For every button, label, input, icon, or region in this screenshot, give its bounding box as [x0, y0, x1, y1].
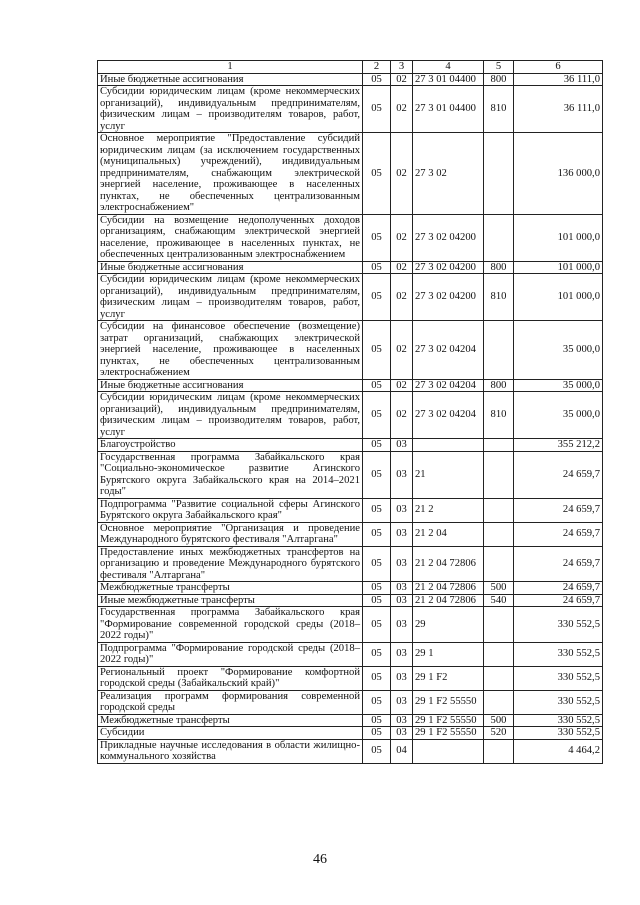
row-name-cell: Прикладные научные исследования в области жилищно-коммунального хозяйства	[98, 739, 363, 763]
table-row	[98, 214, 603, 261]
table-body	[98, 73, 603, 763]
row-target-article-cell: 27 3 01 04400	[413, 73, 484, 86]
row-target-article-cell: 27 3 02 04200	[413, 274, 484, 321]
row-amount-cell: 24 659,7	[514, 546, 603, 582]
row-target-article-cell: 29 1 F2 55550	[413, 690, 484, 714]
row-subsection-cell: 02	[391, 73, 413, 86]
row-expense-type-cell	[484, 546, 514, 582]
table-row	[98, 451, 603, 498]
row-amount-cell: 355 212,2	[514, 439, 603, 452]
row-expense-type-cell: 800	[484, 261, 514, 274]
row-target-article-cell: 27 3 02 04204	[413, 392, 484, 439]
table-row	[98, 392, 603, 439]
row-expense-type-cell	[484, 451, 514, 498]
row-amount-cell: 35 000,0	[514, 379, 603, 392]
row-section-cell: 05	[363, 714, 391, 727]
row-amount-cell: 330 552,5	[514, 666, 603, 690]
row-section-cell: 05	[363, 582, 391, 595]
row-amount-cell: 4 464,2	[514, 739, 603, 763]
row-amount-cell: 136 000,0	[514, 133, 603, 215]
table-row	[98, 261, 603, 274]
row-amount-cell: 101 000,0	[514, 274, 603, 321]
row-expense-type-cell: 810	[484, 86, 514, 133]
row-subsection-cell: 03	[391, 439, 413, 452]
row-subsection-cell: 02	[391, 86, 413, 133]
table-row	[98, 321, 603, 380]
row-subsection-cell: 03	[391, 607, 413, 643]
row-name-cell: Государственная программа Забайкальского края "Формирование современной городской среды (2018–2022 годы)"	[98, 607, 363, 643]
row-expense-type-cell	[484, 607, 514, 643]
header-row	[98, 61, 603, 74]
row-amount-cell: 330 552,5	[514, 690, 603, 714]
row-name-cell: Субсидии на финансовое обеспечение (возмещение) затрат организаций, снабжающих электрической энергией население, проживающее в населенных пунктах, не обеспеченных централизованным электроснабжением	[98, 321, 363, 380]
row-amount-cell: 35 000,0	[514, 392, 603, 439]
row-expense-type-cell	[484, 498, 514, 522]
row-amount-cell: 330 552,5	[514, 607, 603, 643]
row-name-cell: Подпрограмма "Развитие социальной сферы Агинского Бурятского округа Забайкальского края"	[98, 498, 363, 522]
row-target-article-cell: 29 1 F2	[413, 666, 484, 690]
table-row	[98, 739, 603, 763]
row-expense-type-cell: 500	[484, 714, 514, 727]
header-col-3: 3	[391, 61, 413, 74]
header-col-2: 2	[363, 61, 391, 74]
row-name-cell: Предоставление иных межбюджетных трансфертов на организацию и проведение Международного бурятского фестиваля "Алтаргана"	[98, 546, 363, 582]
row-target-article-cell	[413, 439, 484, 452]
row-target-article-cell: 29 1	[413, 642, 484, 666]
row-expense-type-cell	[484, 214, 514, 261]
table-row	[98, 522, 603, 546]
row-section-cell: 05	[363, 439, 391, 452]
row-section-cell: 05	[363, 392, 391, 439]
row-target-article-cell: 21 2 04 72806	[413, 582, 484, 595]
row-subsection-cell: 02	[391, 274, 413, 321]
row-section-cell: 05	[363, 546, 391, 582]
page-number: 46	[313, 852, 327, 867]
row-name-cell: Иные бюджетные ассигнования	[98, 379, 363, 392]
row-target-article-cell: 29 1 F2 55550	[413, 727, 484, 740]
row-section-cell: 05	[363, 522, 391, 546]
row-amount-cell: 24 659,7	[514, 498, 603, 522]
row-target-article-cell: 29	[413, 607, 484, 643]
table-row	[98, 594, 603, 607]
row-name-cell: Государственная программа Забайкальского края "Социально-экономическое развитие Агинского Бурятского округа Забайкальского края на 2014–2021 годы"	[98, 451, 363, 498]
row-name-cell: Иные бюджетные ассигнования	[98, 261, 363, 274]
row-amount-cell: 330 552,5	[514, 727, 603, 740]
row-section-cell: 05	[363, 274, 391, 321]
row-target-article-cell: 27 3 01 04400	[413, 86, 484, 133]
row-name-cell: Региональный проект "Формирование комфортной городской среды (Забайкальский край)"	[98, 666, 363, 690]
row-section-cell: 05	[363, 214, 391, 261]
row-subsection-cell: 03	[391, 546, 413, 582]
row-expense-type-cell	[484, 133, 514, 215]
row-section-cell: 05	[363, 261, 391, 274]
row-amount-cell: 24 659,7	[514, 522, 603, 546]
row-section-cell: 05	[363, 133, 391, 215]
table-row	[98, 133, 603, 215]
row-target-article-cell	[413, 739, 484, 763]
row-subsection-cell: 03	[391, 582, 413, 595]
table-row	[98, 73, 603, 86]
row-amount-cell: 36 111,0	[514, 86, 603, 133]
row-section-cell: 05	[363, 666, 391, 690]
row-subsection-cell: 03	[391, 690, 413, 714]
table-row	[98, 690, 603, 714]
row-section-cell: 05	[363, 321, 391, 380]
row-target-article-cell: 27 3 02	[413, 133, 484, 215]
header-col-1: 1	[98, 61, 363, 74]
row-amount-cell: 24 659,7	[514, 582, 603, 595]
row-subsection-cell: 02	[391, 133, 413, 215]
row-name-cell: Благоустройство	[98, 439, 363, 452]
row-section-cell: 05	[363, 379, 391, 392]
row-expense-type-cell: 810	[484, 392, 514, 439]
row-target-article-cell: 27 3 02 04204	[413, 321, 484, 380]
row-target-article-cell: 21 2 04 72806	[413, 594, 484, 607]
table-row	[98, 607, 603, 643]
row-target-article-cell: 21	[413, 451, 484, 498]
row-expense-type-cell	[484, 439, 514, 452]
row-expense-type-cell	[484, 522, 514, 546]
table-row	[98, 274, 603, 321]
row-amount-cell: 36 111,0	[514, 73, 603, 86]
row-expense-type-cell: 540	[484, 594, 514, 607]
row-subsection-cell: 03	[391, 727, 413, 740]
row-amount-cell: 101 000,0	[514, 261, 603, 274]
table-row	[98, 439, 603, 452]
row-amount-cell: 330 552,5	[514, 714, 603, 727]
row-expense-type-cell: 800	[484, 73, 514, 86]
row-section-cell: 05	[363, 690, 391, 714]
table-row	[98, 714, 603, 727]
row-expense-type-cell: 500	[484, 582, 514, 595]
row-name-cell: Субсидии	[98, 727, 363, 740]
row-target-article-cell: 27 3 02 04200	[413, 261, 484, 274]
row-section-cell: 05	[363, 498, 391, 522]
row-name-cell: Основное мероприятие "Организация и проведение Международного бурятского фестиваля "Алтаргана"	[98, 522, 363, 546]
row-section-cell: 05	[363, 607, 391, 643]
row-target-article-cell: 29 1 F2 55550	[413, 714, 484, 727]
row-amount-cell: 330 552,5	[514, 642, 603, 666]
row-subsection-cell: 02	[391, 392, 413, 439]
row-section-cell: 05	[363, 642, 391, 666]
table-row	[98, 582, 603, 595]
row-amount-cell: 24 659,7	[514, 451, 603, 498]
row-section-cell: 05	[363, 594, 391, 607]
row-target-article-cell: 27 3 02 04200	[413, 214, 484, 261]
row-amount-cell: 101 000,0	[514, 214, 603, 261]
table-row	[98, 546, 603, 582]
row-section-cell: 05	[363, 73, 391, 86]
table-row	[98, 86, 603, 133]
row-expense-type-cell	[484, 666, 514, 690]
row-target-article-cell: 21 2 04 72806	[413, 546, 484, 582]
row-section-cell: 05	[363, 86, 391, 133]
row-target-article-cell: 27 3 02 04204	[413, 379, 484, 392]
row-name-cell: Субсидии на возмещение недополученных доходов организациям, снабжающим электрической энергией население, проживающее в населенных пунктах, не обеспеченных централизованным электроснабжением	[98, 214, 363, 261]
row-amount-cell: 35 000,0	[514, 321, 603, 380]
table-row	[98, 379, 603, 392]
row-expense-type-cell	[484, 321, 514, 380]
table-row	[98, 666, 603, 690]
row-expense-type-cell	[484, 690, 514, 714]
row-subsection-cell: 03	[391, 714, 413, 727]
row-expense-type-cell: 800	[484, 379, 514, 392]
row-subsection-cell: 02	[391, 214, 413, 261]
row-name-cell: Межбюджетные трансферты	[98, 714, 363, 727]
row-subsection-cell: 03	[391, 522, 413, 546]
row-name-cell: Иные бюджетные ассигнования	[98, 73, 363, 86]
table-row	[98, 642, 603, 666]
row-section-cell: 05	[363, 727, 391, 740]
row-amount-cell: 24 659,7	[514, 594, 603, 607]
header-col-6: 6	[514, 61, 603, 74]
row-subsection-cell: 02	[391, 379, 413, 392]
row-section-cell: 05	[363, 451, 391, 498]
row-subsection-cell: 02	[391, 261, 413, 274]
row-subsection-cell: 03	[391, 642, 413, 666]
row-expense-type-cell	[484, 642, 514, 666]
row-name-cell: Подпрограмма "Формирование городской среды (2018–2022 годы)"	[98, 642, 363, 666]
row-name-cell: Субсидии юридическим лицам (кроме некоммерческих организаций), индивидуальным предпринимателям, физическим лицам – производителям товаров, работ, услуг	[98, 392, 363, 439]
row-subsection-cell: 03	[391, 498, 413, 522]
row-name-cell: Субсидии юридическим лицам (кроме некоммерческих организаций), индивидуальным предпринимателям, физическим лицам – производителям товаров, работ, услуг	[98, 274, 363, 321]
row-name-cell: Иные межбюджетные трансферты	[98, 594, 363, 607]
row-subsection-cell: 02	[391, 321, 413, 380]
row-section-cell: 05	[363, 739, 391, 763]
row-target-article-cell: 21 2 04	[413, 522, 484, 546]
budget-table	[97, 60, 603, 764]
row-subsection-cell: 03	[391, 451, 413, 498]
row-expense-type-cell: 520	[484, 727, 514, 740]
row-expense-type-cell	[484, 739, 514, 763]
row-name-cell: Субсидии юридическим лицам (кроме некоммерческих организаций), индивидуальным предпринимателям, физическим лицам – производителям товаров, работ, услуг	[98, 86, 363, 133]
row-expense-type-cell: 810	[484, 274, 514, 321]
row-subsection-cell: 03	[391, 594, 413, 607]
row-target-article-cell: 21 2	[413, 498, 484, 522]
row-subsection-cell: 03	[391, 666, 413, 690]
row-name-cell: Основное мероприятие "Предоставление субсидий юридическим лицам (за исключением государственных (муниципальных) учреждений), индивидуальным предпринимателям, снабжающим электрической энергией население, проживающее в населенных пунктах, не обеспеченных централизованным электроснабжением"	[98, 133, 363, 215]
row-subsection-cell: 04	[391, 739, 413, 763]
row-name-cell: Межбюджетные трансферты	[98, 582, 363, 595]
row-name-cell: Реализация программ формирования современной городской среды	[98, 690, 363, 714]
table-row	[98, 498, 603, 522]
table-row	[98, 727, 603, 740]
header-col-5: 5	[484, 61, 514, 74]
header-col-4: 4	[413, 61, 484, 74]
